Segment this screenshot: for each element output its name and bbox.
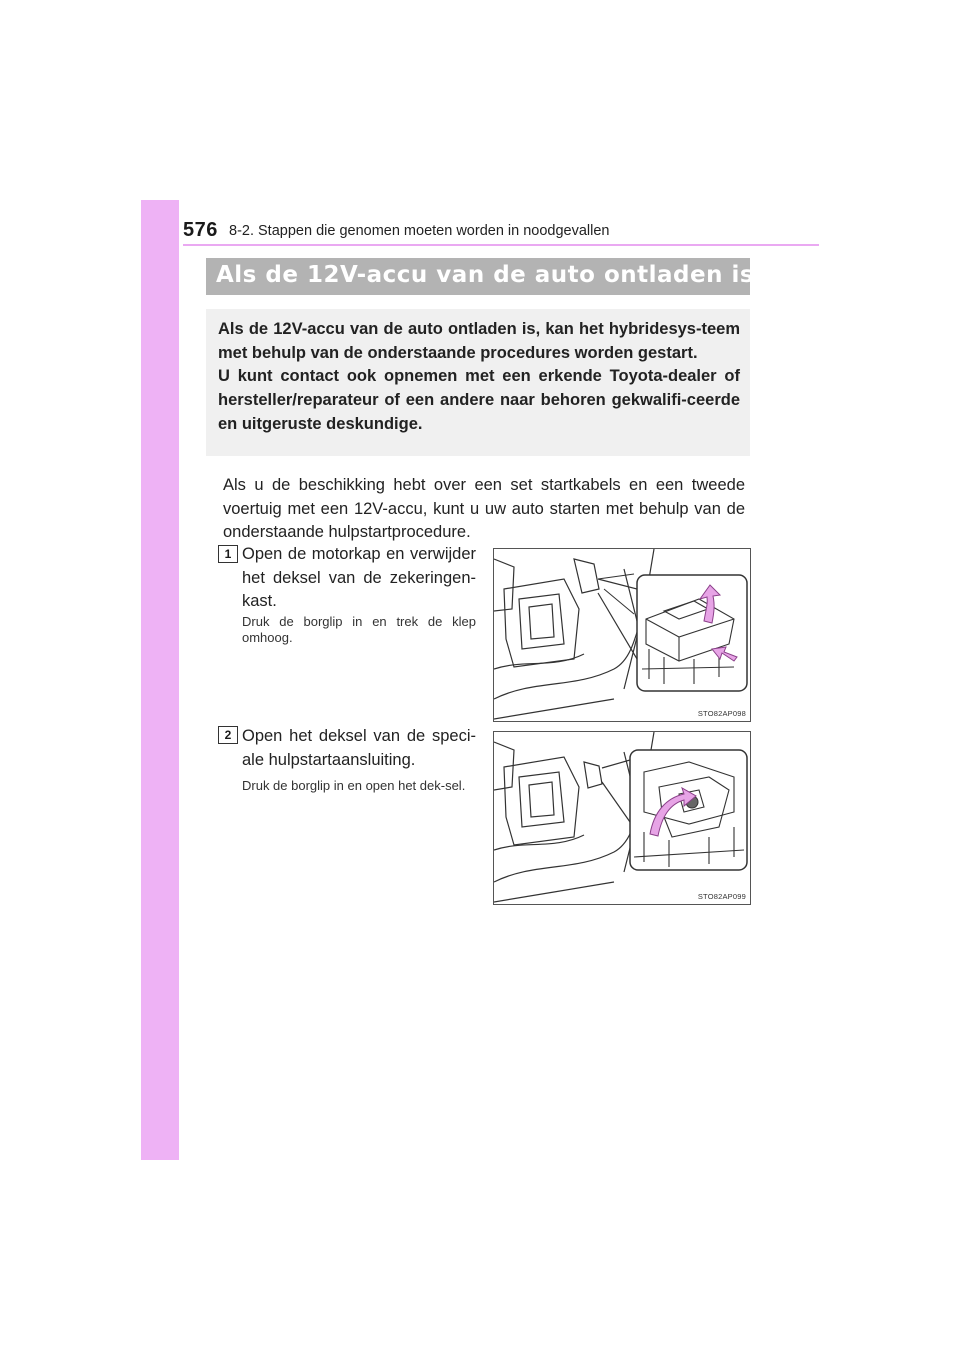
page-number: 576 [183,219,218,241]
body-paragraph: Als u de beschikking hebt over een set startkabels en een tweede voertuig met een 12V-accu, kunt u uw auto starten met behulp van de onderstaande hulpstartprocedure. [223,476,745,541]
step-2-note: Druk de borglip in en open het dek-sel. [242,778,466,793]
intro-box [206,309,750,456]
engine-bay-jumpstart-terminal-drawing [494,732,750,904]
step-2-image-code: STO82AP099 [697,892,746,901]
intro-text: Als de 12V-accu van de auto ontladen is, kan het hybridesys-teem met behulp van de onderstaande procedures worden gestart. U kunt contact ook opnemen met een erkende Toyota-dealer of hersteller/reparateur of een andere naar behoren gekwalifi-ceerde en uitgeruste deskundige. [218,320,740,433]
step-1-image-code: STO82AP098 [697,709,746,718]
step-2-badge: 2 [218,726,238,744]
title-bar [206,258,755,295]
section-heading: 8-2. Stappen die genomen moeten worden in noodgevallen [229,223,610,239]
engine-bay-fusebox-drawing [494,549,750,721]
chapter-side-tab [141,200,179,1160]
step-1-illustration [493,548,751,722]
step-1-note: Druk de borglip in en trek de klep omhoog. [242,614,476,645]
step-1-badge: 1 [218,545,238,563]
step-2-illustration [493,731,751,905]
step-1-instruction: Open de motorkap en verwijder het deksel van de zekeringen-kast. [242,545,476,610]
step-2-instruction: Open het deksel van de speci-ale hulpstartaansluiting. [242,727,476,769]
header-divider [183,244,819,246]
page-title: Als de 12V-accu van de auto ontladen is [216,262,755,288]
